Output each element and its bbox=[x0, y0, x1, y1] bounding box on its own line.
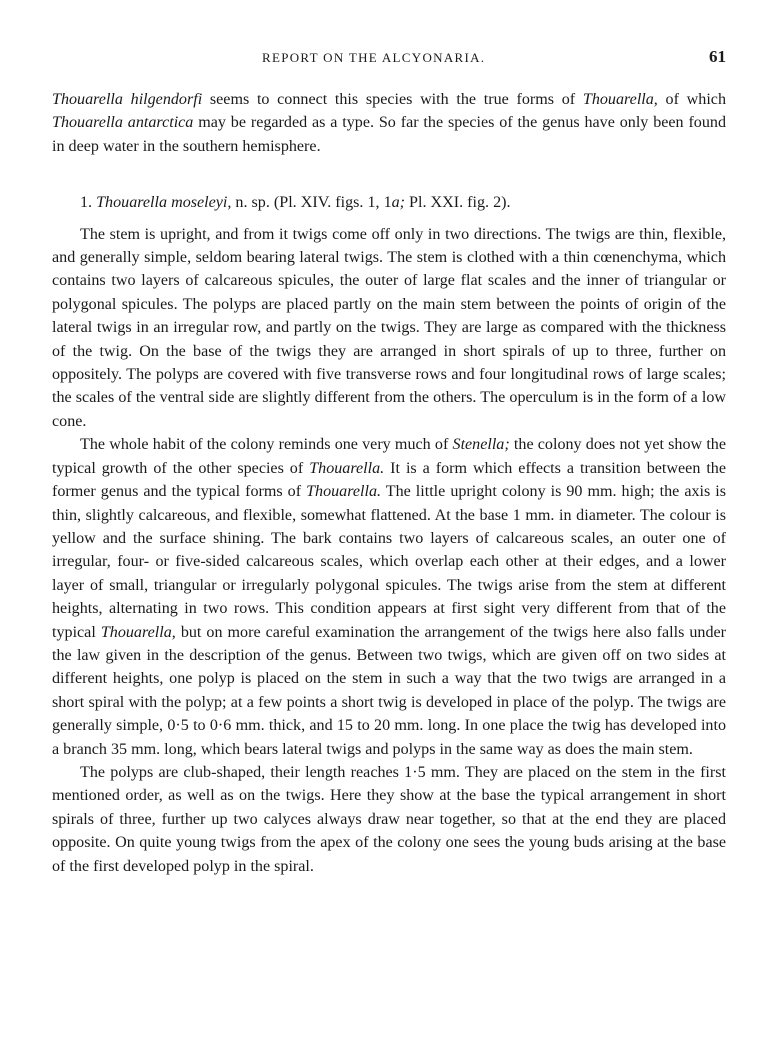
paragraph-description: The stem is upright, and from it twigs come off only in two directions. The twigs are thin, flexible, and generally simple, seldom bearing lateral twigs. The stem is clothed with a thin cœnenchyma, which contains two layers of calcareous spicules, the outer of large flat scales and the inner of triangular or polygonal spicules. The polyps are placed partly on the main stem between the points of origin of the lateral twigs in an irregular row, and partly on the twigs. They are large as compared with the thickness of the twig. On the base of the twigs they are arranged in short spirals of up to three, further on oppositely. The polyps are covered with five transverse rows and four longitudinal rows of large scales; the scales of the ventral side are slightly different from the others. The operculum is in the form of a low cone. bbox=[52, 225, 726, 430]
text-run: The little upright colony is 90 mm. high; the axis is thin, slightly calcareous, and flexible, somewhat flattened. At the base 1 mm. in diameter. The colour is yellow and the surface shining. The bark contains two layers of calcareous scales, an outer one of irregular, four- or five-sided calcareous scales, which overlap each other at their edges, and a lower layer of small, triangular or irregularly polygonal spicules. The twigs arise from the stem at different heights, alternating in two rows. This condition appears at first sight very different from that of the typical bbox=[52, 483, 726, 641]
text-run: but on more careful examination the arrangement of the twigs here also falls under the law given in the description of the genus. Between two twigs, which are given off on two sides at different heights, one polyp is placed on the stem in such a way that the two twigs are arranged in a short spiral with the polyp; at a few points a short twig is developed in place of the polyp. The twigs are generally simple, 0·5 to 0·6 mm. thick, and 15 to 20 mm. long. In one place the twig has developed into a branch 35 mm. long, which bears lateral twigs and polyps in the same way as does the main stem. bbox=[52, 623, 727, 758]
intro-paragraph bbox=[52, 88, 726, 158]
plate-reference-2: Pl. XXI. fig. 2). bbox=[405, 194, 511, 212]
taxon-name: Thouarella, bbox=[582, 91, 658, 108]
text-run: the colony does not yet show the typical growth of the other species of bbox=[52, 436, 726, 477]
body-text bbox=[52, 88, 726, 878]
paragraph-polyps: The polyps are club-shaped, their length reaches 1·5 mm. They are placed on the stem in the first mentioned order, as well as on the twigs. Here they show at the base the typical arrangement in short spirals of three, further up two calyces always draw near together, so that at the end they are placed opposite. On quite young twigs from the apex of the colony one sees the young buds arising at the base of the first developed polyp in the spiral. bbox=[52, 763, 726, 875]
text-run: The whole habit of the colony reminds one very much of bbox=[80, 436, 453, 454]
page-number: 61 bbox=[709, 47, 726, 66]
species-name: Thouarella moseleyi, bbox=[96, 194, 232, 212]
plate-reference: n. sp. (Pl. XIV. figs. 1, 1 bbox=[231, 194, 392, 212]
text-run: may be regarded as a type. So far the species of the genus have only been found in deep water in the southern hemisphere. bbox=[52, 114, 726, 155]
taxon-name: Stenella; bbox=[452, 436, 510, 454]
taxon-name: Thouarella, bbox=[100, 623, 176, 641]
taxon-name: Thouarella antarctica bbox=[52, 114, 194, 132]
text-run: It is a form which effects a transition between the former genus and the typical forms of bbox=[52, 459, 726, 501]
separator: ; bbox=[399, 194, 406, 212]
paragraph-habit bbox=[52, 433, 726, 761]
taxon-name: Thouarella. bbox=[309, 459, 385, 477]
running-header bbox=[52, 47, 726, 70]
taxon-name: Thouarella hilgendorfi bbox=[52, 91, 203, 108]
text-run: seems to connect this species with the true forms of bbox=[202, 91, 583, 108]
species-heading bbox=[52, 191, 726, 214]
taxon-name: Thouarella. bbox=[306, 483, 382, 501]
species-number: 1. bbox=[80, 194, 93, 212]
text-run: of which bbox=[657, 91, 727, 108]
running-title: REPORT ON THE ALCYONARIA. bbox=[262, 50, 486, 65]
figure-suffix: a bbox=[391, 194, 400, 212]
